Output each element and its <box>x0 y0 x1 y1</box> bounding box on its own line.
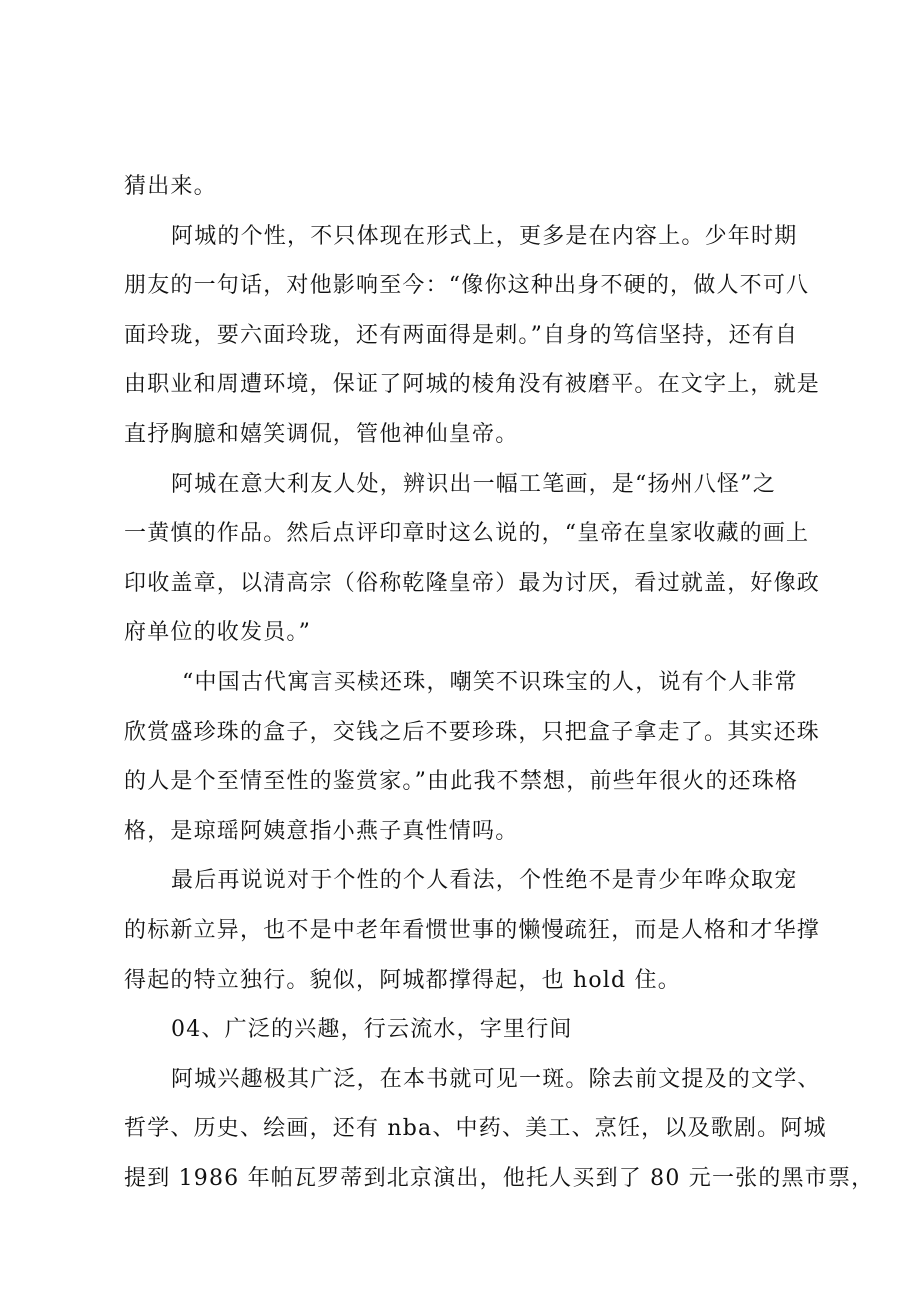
text-line: 朋友的一句话，对他影响至今：“像你这种出身不硬的，做人不可八 <box>124 273 810 299</box>
text-line: 由职业和周遭环境，保证了阿城的棱角没有被磨平。在文字上，就是 <box>124 372 821 398</box>
text-line: 格，是琼瑶阿姨意指小燕子真性情吗。 <box>124 818 519 844</box>
text-line: 面玲珑，要六面玲珑，还有两面得是刺。”自身的笃信坚持，还有自 <box>124 322 799 348</box>
body-text <box>124 162 875 1203</box>
text-line: 猜出来。 <box>124 174 217 199</box>
text-line: 一黄慎的作品。然后点评印章时这么说的，“皇帝在皇家收藏的画上 <box>124 521 810 547</box>
text-line: 直抒胸臆和嬉笑调侃，管他神仙皇帝。 <box>124 421 519 447</box>
text-line: 的标新立异，也不是中老年看惯世事的懒慢疏狂，而是人格和才华撑 <box>124 917 821 943</box>
text-line: 印收盖章，以清高宗（俗称乾隆皇帝）最为讨厌，看过就盖，好像政 <box>124 570 821 596</box>
paragraph-first-line: 最后再说说对于个性的个人看法，个性绝不是青少年哗众取宠 <box>171 868 798 894</box>
paragraph-first-line: 阿城在意大利友人处，辨识出一幅工笔画，是“扬州八怪”之 <box>171 471 776 497</box>
text-line: 欣赏盛珍珠的盒子，交钱之后不要珍珠，只把盒子拿走了。其实还珠 <box>124 719 821 745</box>
text-line: 哲学、历史、绘画，还有 nba、中药、美工、烹饪，以及歌剧。阿城 <box>124 1116 827 1142</box>
text-line: 的人是个至情至性的鉴赏家。”由此我不禁想，前些年很火的还珠格 <box>124 769 799 795</box>
section-heading: 04、广泛的兴趣，行云流水，字里行间 <box>171 1017 573 1043</box>
text-line: 府单位的收发员。” <box>124 620 312 646</box>
text-line: 提到 1986 年帕瓦罗蒂到北京演出，他托人买到了 80 元一张的黑市票， <box>124 1165 875 1191</box>
paragraph-first-line: 阿城的个性，不只体现在形式上，更多是在内容上。少年时期 <box>171 223 798 249</box>
paragraph-first-line: “中国古代寓言买椟还珠，嘲笑不识珠宝的人，说有个人非常 <box>182 669 798 695</box>
text-line: 得起的特立独行。貌似，阿城都撑得起，也 hold 住。 <box>124 967 681 993</box>
paragraph-first-line: 阿城兴趣极其广泛，在本书就可见一斑。除去前文提及的文学、 <box>171 1066 821 1092</box>
